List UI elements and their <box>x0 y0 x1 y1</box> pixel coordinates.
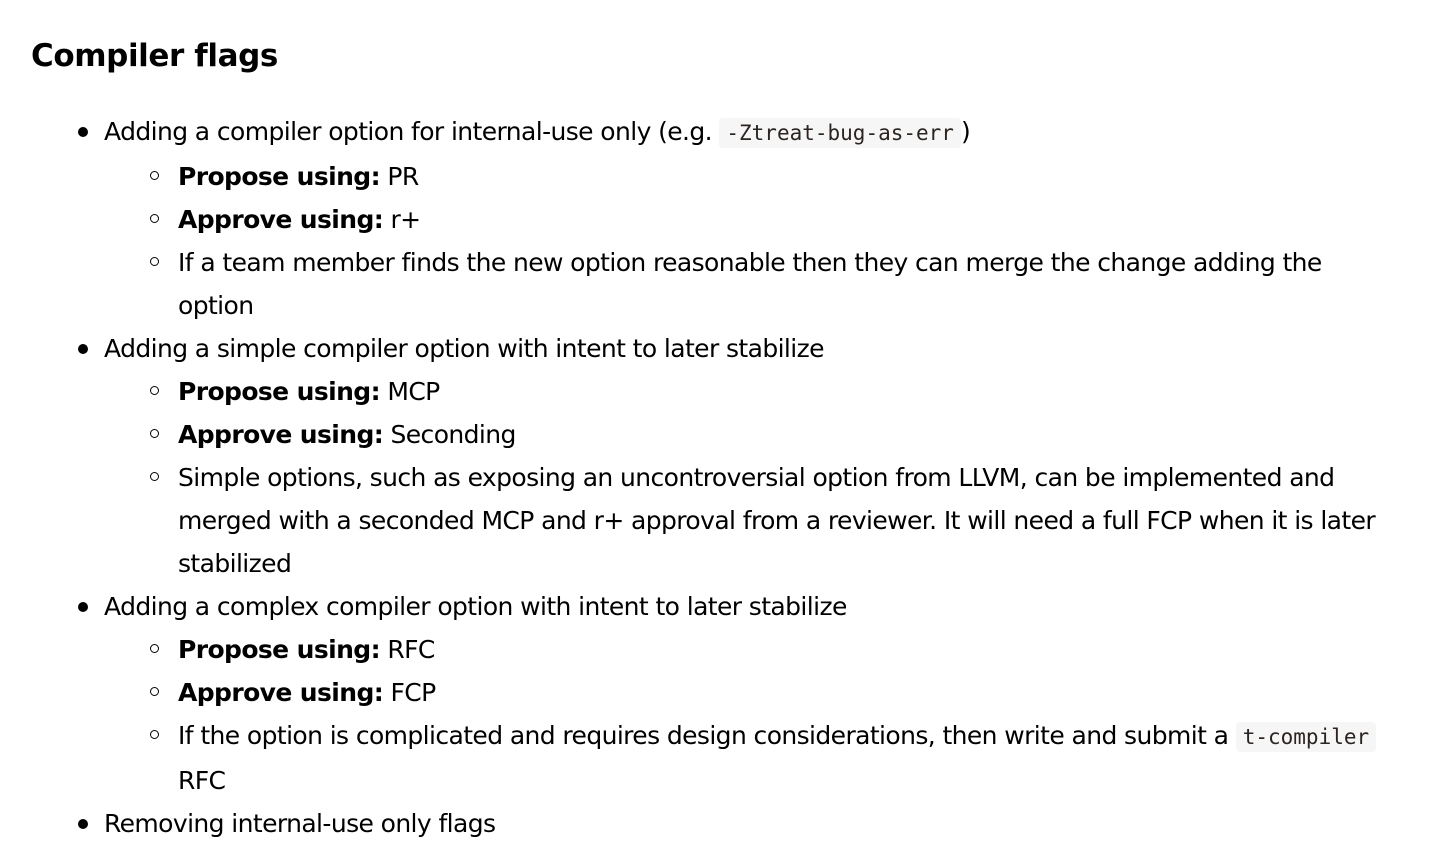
approve-value: r+ <box>390 205 421 234</box>
bullet-circle-icon <box>150 429 159 438</box>
bullet-circle-icon <box>150 687 159 696</box>
bullet-disc-icon <box>78 819 88 829</box>
list-item-complex-option <box>104 585 1431 802</box>
approve-label: Approve using: <box>178 678 384 707</box>
bullet-circle-icon <box>150 257 159 266</box>
list-item-simple-option <box>104 327 1431 585</box>
bullet-circle-icon <box>150 214 159 223</box>
note-item <box>178 456 1388 585</box>
bullet-circle-icon <box>150 644 159 653</box>
bullet-circle-icon <box>150 171 159 180</box>
inline-code: t-compiler <box>1236 722 1376 752</box>
sub-list <box>104 155 1431 327</box>
list-item-internal-option <box>104 110 1431 327</box>
approve-value: FCP <box>390 678 436 707</box>
note-item <box>178 714 1398 802</box>
approve-item <box>178 198 1431 241</box>
approve-item <box>178 413 1431 456</box>
bullet-circle-icon <box>150 730 159 739</box>
propose-item <box>178 155 1431 198</box>
propose-label: Propose using: <box>178 377 380 406</box>
approve-label: Approve using: <box>178 420 384 449</box>
item-text: Adding a simple compiler option with intent to later stabilize <box>104 334 824 363</box>
list-item-removing-flags <box>104 802 1431 845</box>
note-text: If a team member finds the new option reasonable then they can merge the change adding the option <box>178 248 1322 320</box>
document-section <box>31 30 1431 845</box>
item-text: Adding a complex compiler option with intent to later stabilize <box>104 592 847 621</box>
propose-value: RFC <box>387 635 435 664</box>
inline-code: -Ztreat-bug-as-err <box>719 118 961 148</box>
bullet-disc-icon <box>78 127 88 137</box>
bullet-circle-icon <box>150 472 159 481</box>
approve-label: Approve using: <box>178 205 384 234</box>
propose-label: Propose using: <box>178 635 380 664</box>
propose-label: Propose using: <box>178 162 380 191</box>
propose-item <box>178 370 1431 413</box>
compiler-flags-list <box>31 110 1431 845</box>
bullet-disc-icon <box>78 344 88 354</box>
bullet-circle-icon <box>150 386 159 395</box>
approve-item <box>178 671 1431 714</box>
sub-list <box>104 370 1431 585</box>
propose-value: MCP <box>387 377 440 406</box>
note-text: Simple options, such as exposing an uncontroversial option from LLVM, can be implemented and merged with a seconded MCP and r+ approval from a reviewer. It will need a full FCP when it is later stabilized <box>178 463 1376 578</box>
item-text: Removing internal-use only flags <box>104 809 496 838</box>
item-text: Adding a compiler option for internal-use only (e.g. <box>104 117 720 146</box>
item-text-suffix: ) <box>960 117 971 146</box>
note-item <box>178 241 1338 327</box>
bullet-disc-icon <box>78 602 88 612</box>
propose-value: PR <box>387 162 419 191</box>
sub-list <box>104 628 1431 802</box>
note-text-suffix: RFC <box>178 766 226 795</box>
note-text: If the option is complicated and requires design considerations, then write and submit a <box>178 721 1236 750</box>
section-heading: Compiler flags <box>31 38 278 74</box>
approve-value: Seconding <box>390 420 516 449</box>
propose-item <box>178 628 1431 671</box>
